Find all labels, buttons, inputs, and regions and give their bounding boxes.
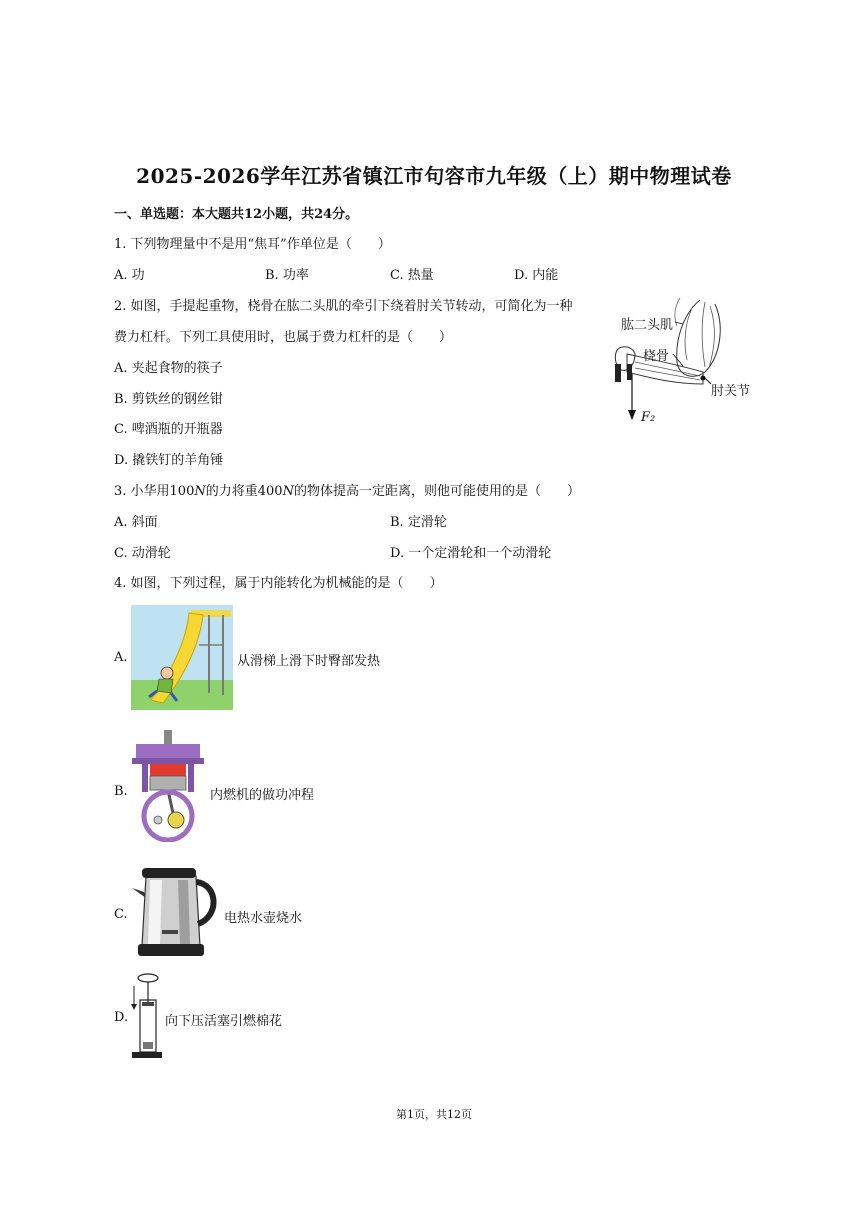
q1-option-c: C. 热量 bbox=[390, 268, 434, 283]
q2-option-b: B. 剪铁丝的钢丝钳 bbox=[114, 392, 223, 407]
label-elbow: 肘关节 bbox=[711, 384, 751, 399]
q2-option-c: C. 啤酒瓶的开瓶器 bbox=[114, 422, 223, 437]
slide-image bbox=[131, 605, 233, 710]
label-radius: 桡骨 bbox=[643, 349, 670, 364]
exam-title: 2025-2026学年江苏省镇江市句容市九年级（上）期中物理试卷 bbox=[136, 164, 732, 188]
question-3-stem bbox=[114, 480, 580, 499]
question-1-stem: 1. 下列物理量中不是用“焦耳”作单位是（ ） bbox=[114, 237, 391, 252]
q2-option-d: D. 撬铁钉的羊角锤 bbox=[114, 453, 224, 468]
q3-option-a: A. 斜面 bbox=[114, 515, 158, 530]
q4-option-c-caption: 电热水壶烧水 bbox=[224, 911, 303, 926]
q1-option-a: A. 功 bbox=[114, 268, 145, 283]
label-biceps: 肱二头肌 bbox=[621, 318, 674, 333]
label-force-f2: F₂ bbox=[641, 410, 656, 425]
q1-option-b: B. 功率 bbox=[265, 268, 309, 283]
q3-option-d: D. 一个定滑轮和一个动滑轮 bbox=[390, 546, 552, 561]
q4-option-b-letter: B. bbox=[114, 784, 128, 799]
question-4-stem: 4. 如图，下列过程，属于内能转化为机械能的是（ ） bbox=[114, 576, 443, 591]
q3-unit-1: N bbox=[194, 484, 206, 499]
q4-option-d-letter: D. bbox=[114, 1010, 129, 1025]
q4-option-a-letter: A. bbox=[114, 650, 128, 665]
q4-option-d-caption: 向下压活塞引燃棉花 bbox=[165, 1014, 283, 1029]
q4-option-b-caption: 内燃机的做功冲程 bbox=[210, 788, 315, 803]
question-2-stem-line1: 2. 如图，手提起重物，桡骨在肱二头肌的牵引下绕着肘关节转动，可简化为一种 bbox=[114, 299, 573, 314]
question-2-stem-line2: 费力杠杆。下列工具使用时，也属于费力杠杆的是（ ） bbox=[114, 330, 453, 345]
q4-option-a-caption: 从滑梯上滑下时臀部发热 bbox=[237, 654, 381, 669]
arm-lever-figure bbox=[605, 292, 765, 432]
engine-power-stroke-image bbox=[128, 730, 208, 842]
fire-piston-image bbox=[128, 972, 162, 1062]
electric-kettle-image bbox=[128, 868, 220, 958]
q3-stem-part-c: 的物体提高一定距离，则他可能使用的是（ ） bbox=[293, 484, 580, 499]
q2-option-a: A. 夹起食物的筷子 bbox=[114, 361, 223, 376]
q3-unit-2: N bbox=[282, 484, 294, 499]
q3-stem-part-a: 3. 小华用100 bbox=[114, 484, 195, 499]
section-heading: 一、单选题：本大题共12小题，共24分。 bbox=[114, 207, 359, 222]
page-footer: 第1页，共12页 bbox=[396, 1108, 472, 1121]
q4-option-c-letter: C. bbox=[114, 907, 128, 922]
q3-option-b: B. 定滑轮 bbox=[390, 515, 447, 530]
q3-stem-part-b: 的力将重400 bbox=[205, 484, 283, 499]
q3-option-c: C. 动滑轮 bbox=[114, 546, 171, 561]
q1-option-d: D. 内能 bbox=[514, 268, 559, 283]
